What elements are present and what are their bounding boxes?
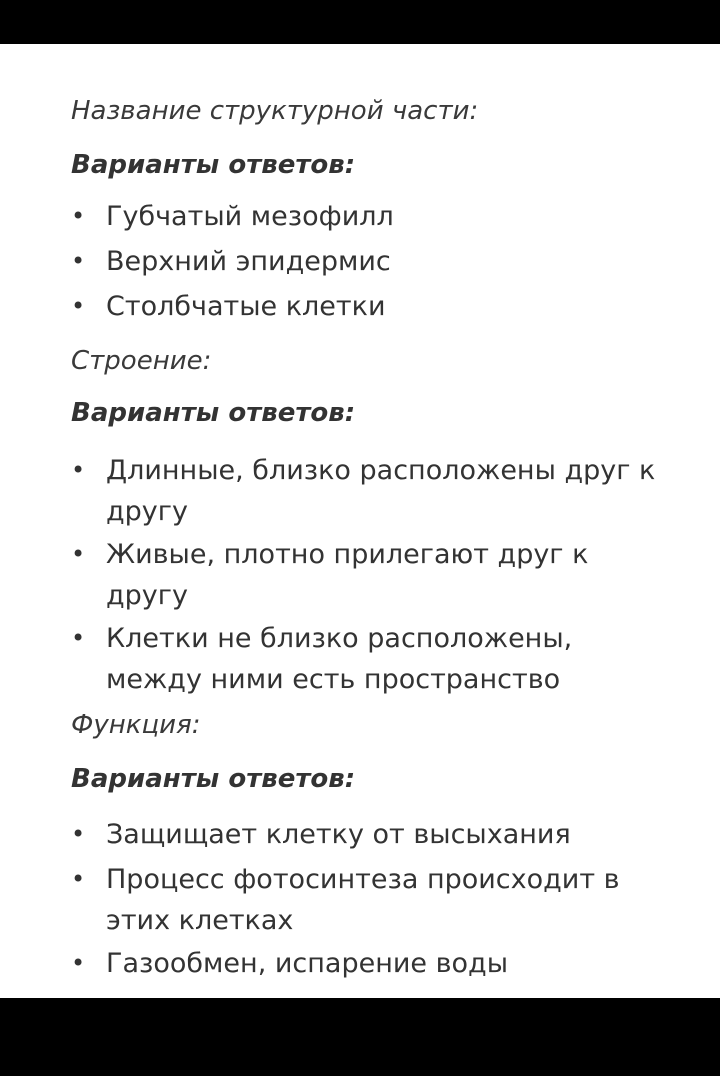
bullet-icon: • <box>71 540 86 568</box>
option-item <box>0 196 660 237</box>
bullet-icon: • <box>71 865 86 893</box>
option-text: Длинные, близко расположены друг к другу <box>106 455 656 527</box>
option-text: Газообмен, испарение воды <box>106 948 509 979</box>
section-title-structure-part: Название структурной части: <box>71 96 479 126</box>
bullet-icon: • <box>71 202 86 230</box>
option-item <box>0 450 660 532</box>
variants-label: Варианты ответов: <box>71 150 356 180</box>
option-item <box>0 814 660 855</box>
section-title-function: Функция: <box>71 710 201 740</box>
bullet-icon: • <box>71 820 86 848</box>
option-text: Губчатый мезофилл <box>106 201 394 232</box>
bullet-icon: • <box>71 456 86 484</box>
option-text: Столбчатые клетки <box>106 291 386 322</box>
content-area <box>0 44 720 998</box>
variants-label: Варианты ответов: <box>71 398 356 428</box>
option-text: Верхний эпидермис <box>106 246 391 277</box>
option-item <box>0 618 660 700</box>
options-list <box>0 196 660 327</box>
navigation-bar <box>0 998 720 1076</box>
bullet-icon: • <box>71 624 86 652</box>
option-item <box>0 286 660 327</box>
option-item <box>0 241 660 282</box>
options-list <box>0 450 660 702</box>
section-title-structure: Строение: <box>71 346 212 376</box>
option-text: Процесс фотосинтеза происходит в этих клетках <box>106 864 620 936</box>
option-item <box>0 943 660 984</box>
bullet-icon: • <box>71 247 86 275</box>
status-bar <box>0 0 720 44</box>
bullet-icon: • <box>71 949 86 977</box>
variants-label: Варианты ответов: <box>71 764 356 794</box>
option-item <box>0 534 660 616</box>
option-text: Клетки не близко расположены, между ними есть пространство <box>106 623 573 695</box>
options-list <box>0 814 660 984</box>
bullet-icon: • <box>71 292 86 320</box>
option-text: Защищает клетку от высыхания <box>106 819 571 850</box>
option-text: Живые, плотно прилегают друг к другу <box>106 539 589 611</box>
option-item <box>0 859 660 941</box>
